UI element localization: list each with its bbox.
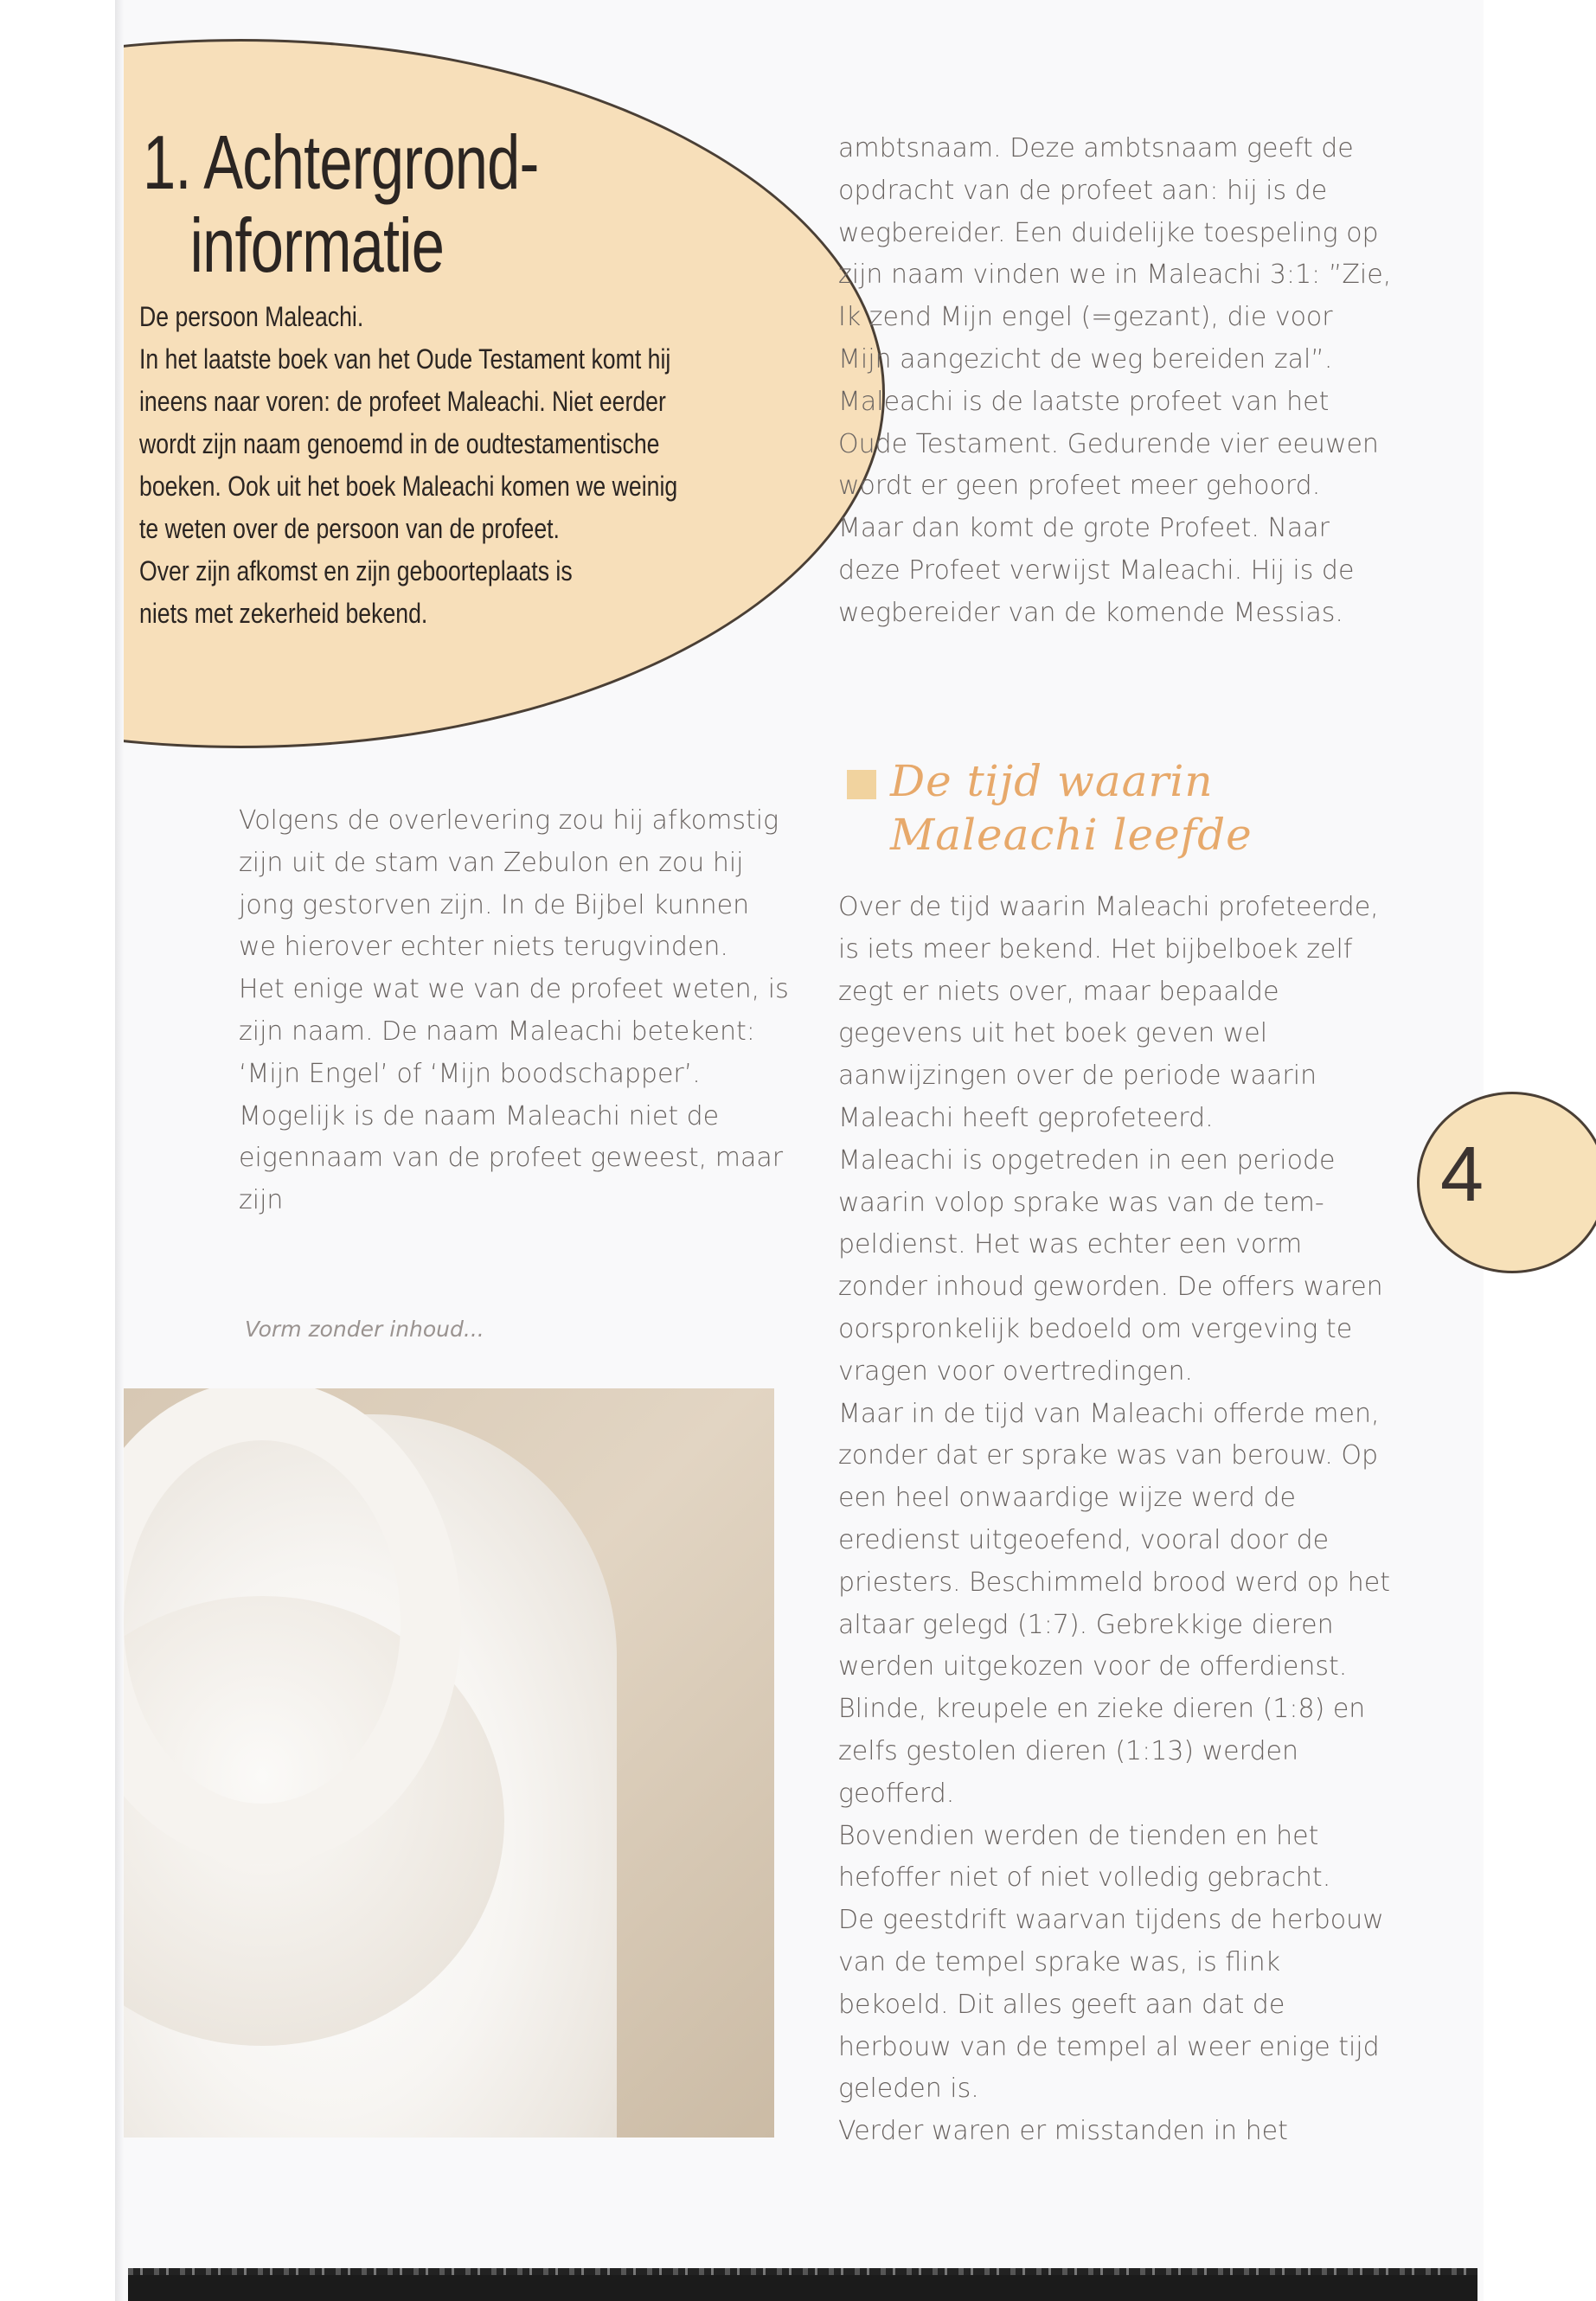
chapter-title-line1: 1. Achtergrond- [143,119,539,205]
intro-line: De persoon Maleachi. [139,301,364,332]
intro-text [139,296,756,635]
book-page [115,0,1484,2301]
intro-line: Over zijn afkomst en zijn geboorteplaats is [139,555,573,586]
left-column-text [239,800,792,1222]
chapter-tab-number: 4 [1440,1131,1484,1218]
paragraph: Het enige wat we van de profeet weten, is zijn naam. De naam Maleachi betekent: ‘Mijn Engel’ of ‘Mijn boodschapper’. Mogelijk is de naam Maleachi niet de eigennaam van de profeet geweest, maar zijn [239,974,789,1216]
right-column-top-text [838,128,1392,635]
intro-line: wordt zijn naam genoemd in de oudtestamentische [139,428,660,459]
right-column-bottom-text [838,887,1392,2153]
intro-line: te weten over de persoon van de profeet. [139,513,560,544]
paragraph: ambtsnaam. Deze ambtsnaam geeft de opdracht van de profeet aan: hij is de wegbereider. Een duidelijke toespeling op zijn naam vinden we in Maleachi 3:1: ”Zie, Ik zend Mijn engel (=gezant), die voor Mijn aangezicht de weg bereiden zal”. [838,133,1392,375]
chapter-title-line2: informatie [189,202,445,288]
photo-caption: Vorm zonder inhoud... [245,1317,484,1342]
intro-line: boeken. Ook uit het boek Maleachi komen we weinig [139,471,678,502]
paragraph: Maar in de tijd van Maleachi offerde men, zonder dat er sprake was van berouw. Op een heel onwaardige wijze werd de eredienst uitgeoefend, vooral door de priesters. Beschimmeld brood werd op het altaar gelegd (1:7). Gebrekkige dieren werden uitgekozen voor de offerdienst. Blinde, kreupele en zieke dieren (1:8) en zelfs gestolen dieren (1:13) werden geofferd. [838,1398,1390,1809]
paragraph: Bovendien werden de tienden en het hefoffer niet of niet volledig gebracht. [838,1820,1331,1894]
subheading-square-icon [847,770,876,799]
paragraph: Over de tijd waarin Maleachi profeteerde, is iets meer bekend. Het bijbelboek zelf zegt er niets over, maar bepaalde gegevens uit het boek geven wel aanwijzingen over de periode waarin Maleachi heeft geprofeteerd. [838,892,1379,1133]
intro-line: In het laatste boek van het Oude Testament komt hij [139,343,671,375]
paragraph: Verder waren er misstanden in het [838,2116,1288,2147]
cup-photo [124,1388,774,2138]
paragraph: Maleachi is de laatste profeet van het Oude Testament. Gedurende vier eeuwen wordt er geen profeet meer gehoord. Maar dan komt de grote Profeet. Naar deze Profeet verwijst Maleachi. Hij is de wegbereider van de komende Messias. [838,386,1379,628]
scan-bottom-edge [128,2268,1477,2301]
intro-line: ineens naar voren: de profeet Maleachi. Niet eerder [139,386,666,417]
page-edge-shadow [115,0,124,2301]
paragraph: De geestdrift waarvan tijdens de herbouw van de tempel sprake was, is flink bekoeld. Dit alles geeft aan dat de herbouw van de tempel al weer enige tijd geleden is. [838,1905,1384,2105]
chapter-title [143,121,539,287]
subheading-text: De tijd waarin Maleachi leefde [890,756,1253,860]
paragraph: Volgens de overlevering zou hij afkomstig zijn uit de stam van Zebulon en zou hij jong gestorven zijn. In de Bijbel kunnen we hierover echter niets terugvinden. [239,805,779,963]
paragraph: Maleachi is opgetreden in een periode waarin volop sprake was van de tempeldienst. Het was echter een vorm zonder inhoud geworden. De offers waren oorspronkelijk bedoeld om vergeving te vragen voor overtredingen. [838,1144,1383,1387]
intro-line: niets met zekerheid bekend. [139,598,428,629]
